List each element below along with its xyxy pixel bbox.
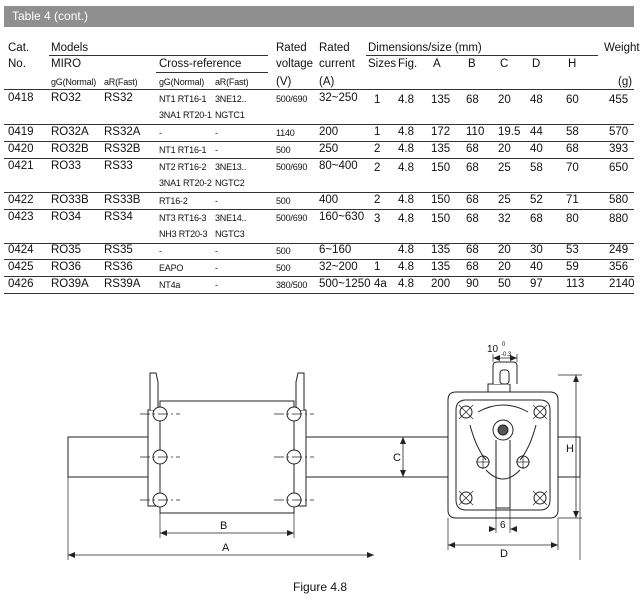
row-size: 1: [374, 261, 381, 273]
row-size: 4a: [374, 278, 387, 290]
row-c: 20: [498, 143, 511, 155]
row-current: 250: [319, 143, 339, 155]
row-a: 150: [431, 194, 451, 206]
row-miro-gg: RO35: [51, 244, 82, 256]
header-dim-b: B: [468, 58, 476, 70]
row-h: 53: [566, 244, 579, 256]
row-miro-gg: RO32A: [51, 126, 89, 138]
row-size: 2: [374, 162, 381, 174]
row-crossref-gg: NT1 RT16-1: [159, 94, 207, 104]
row-voltage: 380/500: [276, 280, 308, 290]
row-fig: 4.8: [398, 213, 414, 225]
header-cr-ar: aR(Fast): [215, 77, 249, 87]
row-voltage: 500: [276, 246, 291, 256]
row-crossref-ar: -: [215, 145, 218, 155]
row-current: 400: [319, 194, 339, 206]
row-a: 135: [431, 244, 451, 256]
row-d: 30: [530, 244, 543, 256]
dim-a-label: A: [222, 542, 230, 554]
row-crossref-ar: 3NE14..: [215, 213, 247, 223]
row-current: 500~1250: [319, 278, 371, 290]
header-rated-current: Rated: [319, 42, 350, 54]
row-b: 68: [466, 162, 479, 174]
row-cat-no: 0418: [8, 92, 34, 104]
row-weight: 393: [609, 143, 629, 155]
row-current: 6~160: [319, 244, 352, 256]
row-a: 172: [431, 126, 451, 138]
row-b: 68: [466, 194, 479, 206]
header-dimensions: Dimensions/size (mm): [368, 42, 482, 54]
row-crossref-ar: -: [215, 263, 218, 273]
row-voltage: 1140: [276, 128, 295, 138]
row-c: 20: [498, 261, 511, 273]
row-crossref-ar: -: [215, 280, 218, 290]
row-miro-ar: RS32: [104, 92, 133, 104]
row-a: 135: [431, 143, 451, 155]
row-fig: 4.8: [398, 261, 414, 273]
row-current: 160~630: [319, 211, 365, 223]
row-weight: 580: [609, 194, 629, 206]
row-cat-no: 0422: [8, 194, 34, 206]
header-crossref: Cross-reference: [159, 58, 242, 70]
dim-b-label: B: [220, 520, 228, 532]
row-miro-ar: RS35: [104, 244, 133, 256]
header-weight: Weight: [604, 42, 640, 54]
row-d: 40: [530, 143, 543, 155]
row-voltage: 500/690: [276, 162, 308, 172]
row-b: 90: [466, 278, 479, 290]
row-weight: 570: [609, 126, 629, 138]
row-h: 59: [566, 261, 579, 273]
row-miro-gg: RO32: [51, 92, 82, 104]
row-cat-no: 0420: [8, 143, 34, 155]
row-d: 97: [530, 278, 543, 290]
row-miro-gg: RO33B: [51, 194, 89, 206]
row-crossref-ar: 3NE12..: [215, 94, 247, 104]
row-h: 71: [566, 194, 579, 206]
row-size: 1: [374, 126, 381, 138]
row-cat-no: 0425: [8, 261, 34, 273]
row-h: 60: [566, 94, 579, 106]
row-miro-ar: RS39A: [104, 278, 141, 290]
end-plate-top-notch: [488, 384, 510, 392]
row-fig: 4.8: [398, 278, 414, 290]
row-b: 68: [466, 213, 479, 225]
row-weight: 880: [609, 213, 629, 225]
row-crossref-ar-2: NGTC2: [215, 178, 245, 188]
header-volt-unit: (V): [276, 76, 292, 88]
row-current: 200: [319, 126, 339, 138]
row-d: 40: [530, 261, 543, 273]
row-crossref-ar: -: [215, 246, 218, 256]
row-crossref-gg: NT2 RT16-2: [159, 162, 207, 172]
row-weight: 249: [609, 244, 629, 256]
row-miro-gg: RO39A: [51, 278, 89, 290]
row-miro-ar: RS32B: [104, 143, 141, 155]
row-cat-no: 0426: [8, 278, 34, 290]
row-size: 1: [374, 94, 381, 106]
row-d: 44: [530, 126, 543, 138]
row-h: 70: [566, 162, 579, 174]
dim-c-label: C: [393, 452, 401, 464]
row-voltage: 500/690: [276, 94, 308, 104]
row-a: 150: [431, 213, 451, 225]
row-c: 25: [498, 162, 511, 174]
row-cat-no: 0424: [8, 244, 34, 256]
figure-caption: Figure 4.8: [292, 580, 348, 594]
fuse-body: [160, 401, 294, 513]
row-cat-no: 0419: [8, 126, 34, 138]
row-fig: 4.8: [398, 162, 414, 174]
header-fig: Fig.: [398, 58, 418, 70]
row-weight: 356: [609, 261, 629, 273]
row-size: 2: [374, 194, 381, 206]
header-dim-d: D: [532, 58, 541, 70]
row-c: 20: [498, 94, 511, 106]
row-crossref-gg: NT3 RT16-3: [159, 213, 207, 223]
header-no: No.: [8, 58, 26, 70]
row-miro-ar: RS33B: [104, 194, 141, 206]
header-cat: Cat.: [8, 42, 30, 54]
header-dim-a: A: [433, 58, 441, 70]
row-h: 58: [566, 126, 579, 138]
dim-6-label: 6: [500, 520, 506, 531]
header-rated-voltage: Rated: [276, 42, 307, 54]
row-crossref-ar: -: [215, 196, 218, 206]
row-d: 48: [530, 94, 543, 106]
header-dim-c: C: [500, 58, 509, 70]
row-fig: 4.8: [398, 244, 414, 256]
row-crossref-gg: NT1 RT16-1: [159, 145, 207, 155]
row-current: 32~250: [319, 92, 358, 104]
row-a: 200: [431, 278, 451, 290]
dim-10-tol-bottom: -0.3: [501, 352, 512, 358]
header-models: Models: [51, 42, 89, 54]
row-fig: 4.8: [398, 126, 414, 138]
row-h: 113: [566, 278, 585, 290]
dim-10-label: 10: [487, 344, 499, 355]
row-c: 20: [498, 244, 511, 256]
row-crossref-gg: NT4a: [159, 280, 181, 290]
row-weight: 455: [609, 94, 629, 106]
row-voltage: 500: [276, 196, 291, 206]
row-d: 52: [530, 194, 543, 206]
right-tab: [296, 373, 304, 410]
row-b: 68: [466, 143, 479, 155]
header-dim-h: H: [568, 58, 577, 70]
row-b: 110: [466, 126, 485, 138]
row-b: 68: [466, 244, 479, 256]
row-a: 135: [431, 94, 451, 106]
row-voltage: 500: [276, 263, 291, 273]
row-crossref-gg-2: 3NA1 RT20-2: [159, 178, 212, 188]
row-c: 32: [498, 213, 511, 225]
header-current: current: [319, 58, 355, 70]
row-crossref-ar-2: NGTC3: [215, 229, 245, 239]
table-title: Table 4 (cont.): [4, 6, 634, 27]
row-c: 19.5: [498, 126, 521, 138]
row-voltage: 500: [276, 145, 291, 155]
row-c: 25: [498, 194, 511, 206]
row-a: 135: [431, 261, 451, 273]
header-sizes: Sizes: [368, 58, 397, 70]
row-size: 3: [374, 213, 381, 225]
header-voltage: voltage: [276, 58, 314, 70]
header-cur-unit: (A): [319, 76, 335, 88]
row-crossref-gg: EAPO: [159, 263, 184, 273]
row-crossref-gg: RT16-2: [159, 196, 188, 206]
row-miro-ar: RS33: [104, 160, 133, 172]
row-miro-gg: RO36: [51, 261, 82, 273]
row-b: 68: [466, 261, 479, 273]
row-fig: 4.8: [398, 143, 414, 155]
row-h: 80: [566, 213, 579, 225]
row-miro-ar: RS36: [104, 261, 133, 273]
row-crossref-gg: -: [159, 246, 162, 256]
header-miro: MIRO: [51, 58, 82, 70]
row-b: 68: [466, 94, 479, 106]
row-voltage: 500/690: [276, 213, 308, 223]
end-tab: [493, 362, 517, 384]
dim-10-tol-top: 0: [502, 342, 506, 348]
row-crossref-gg: -: [159, 128, 162, 138]
row-a: 150: [431, 162, 451, 174]
row-crossref-ar: 3NE13..: [215, 162, 247, 172]
left-tab: [150, 373, 158, 410]
row-d: 68: [530, 213, 543, 225]
row-crossref-gg-2: 3NA1 RT20-1: [159, 110, 212, 120]
row-weight: 2140: [609, 278, 635, 290]
row-cat-no: 0421: [8, 160, 34, 172]
row-cat-no: 0423: [8, 211, 34, 223]
row-weight: 650: [609, 162, 629, 174]
row-miro-ar: RS32A: [104, 126, 141, 138]
row-fig: 4.8: [398, 194, 414, 206]
row-miro-gg: RO33: [51, 160, 82, 172]
dim-d-label: D: [500, 548, 508, 560]
row-crossref-ar-2: NGTC1: [215, 110, 245, 120]
row-current: 80~400: [319, 160, 358, 172]
header-cr-gg: gG(Normal): [159, 77, 205, 87]
row-c: 50: [498, 278, 511, 290]
row-crossref-gg-2: NH3 RT20-3: [159, 229, 208, 239]
row-miro-gg: RO34: [51, 211, 82, 223]
row-fig: 4.8: [398, 94, 414, 106]
row-miro-ar: RS34: [104, 211, 133, 223]
row-crossref-ar: -: [215, 128, 218, 138]
header-gg-normal: gG(Normal): [51, 77, 97, 87]
dim-h-label: H: [566, 443, 574, 455]
row-current: 32~200: [319, 261, 358, 273]
row-d: 58: [530, 162, 543, 174]
row-miro-gg: RO32B: [51, 143, 89, 155]
header-weight-unit: (g): [618, 76, 633, 88]
row-h: 68: [566, 143, 579, 155]
row-size: 2: [374, 143, 381, 155]
header-ar-fast: aR(Fast): [104, 77, 138, 87]
